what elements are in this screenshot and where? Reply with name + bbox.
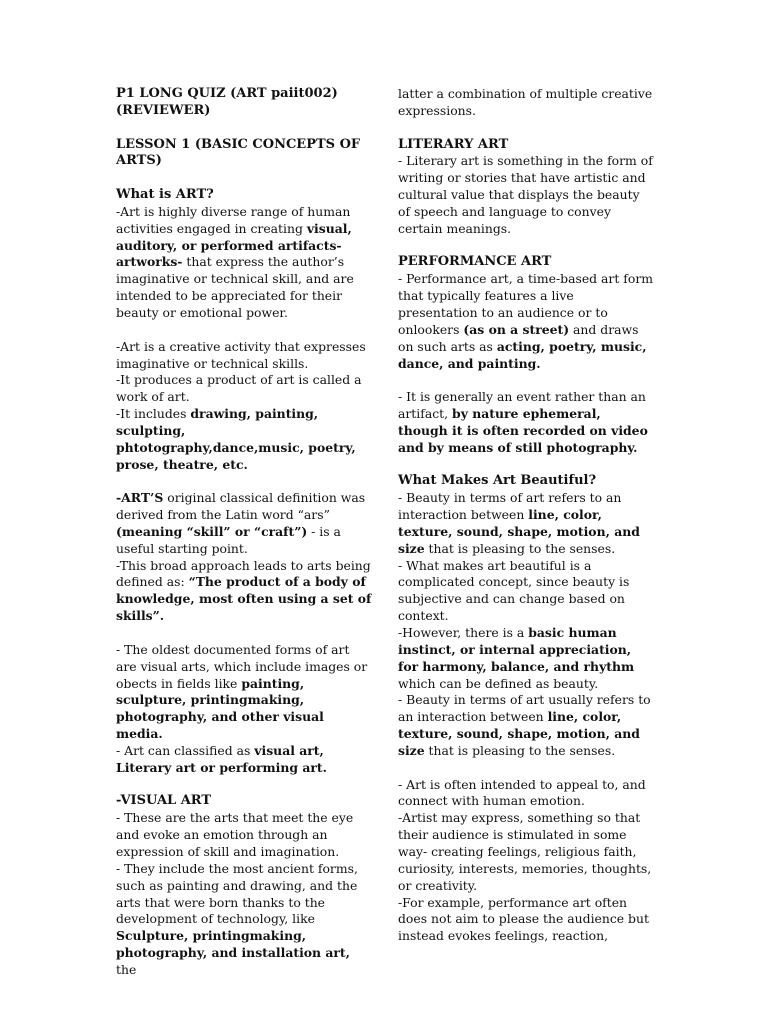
paragraph: -It includes drawing, painting, sculpting, phtotography,dance,music, poetry, prose, theatre, etc. (116, 406, 356, 472)
paragraph: - Literary art is something in the form of writing or stories that have artistic and cultural value that displays the beauty of speech and language to convey certain meanings. (398, 153, 653, 236)
paragraph: - It is generally an event rather than an artifact, by nature ephemeral, though it is often recorded on video and by means of still photography. (398, 389, 648, 455)
paragraph: - Art can classified as visual art, Literary art or performing art. (116, 742, 327, 775)
paragraph: - Beauty in terms of art usually refers to an interaction between line, color, texture, sound, shape, motion, and size that is pleasing to the senses. (398, 692, 651, 758)
left-column (116, 86, 373, 979)
document-title: P1 LONG QUIZ (ART paiit002)(REVIEWER) (116, 86, 338, 118)
paragraph: - The oldest documented forms of art are visual arts, which include images or obects in fields like painting, sculpture, printingmaking, photography, and other visual media. (116, 641, 368, 742)
lesson-heading: LESSON 1 (BASIC CONCEPTS OF ARTS) (116, 136, 361, 169)
visual-art-heading: -VISUAL ART (116, 793, 212, 809)
what-makes-art-beautiful-heading: What Makes Art Beautiful? (398, 473, 597, 489)
paragraph: - Performance art, a time-based art form that typically features a live presentation to an audience or to onlookers (as on a street) and draws on such arts as acting, poetry, music, dance, and painting. (398, 271, 653, 371)
paragraph: - They include the most ancient forms, such as painting and drawing, and the arts that were born thanks to the development of technology, like Sculpture, printingmaking, photography, and installation art, the (116, 860, 358, 977)
paragraph: -However, there is a basic human instinct, or internal appreciation, for harmony, balance, and rhythm which can be defined as beauty. (398, 625, 635, 691)
paragraph: - What makes art beautiful is a complicated concept, since beauty is subjective and can change based on context. (398, 557, 630, 624)
performance-art-heading: PERFORMANCE ART (398, 254, 552, 270)
paragraph: -ART’S original classical definition was derived from the Latin word “ars” (meaning “skill” or “craft”) - is a useful starting point. (116, 490, 366, 556)
paragraph: -Art is a creative activity that expresses imaginative or technical skills. (116, 338, 366, 371)
right-column (398, 86, 654, 945)
paragraph: - These are the arts that meet the eye and evoke an emotion through an expression of skill and imagination. (116, 810, 354, 859)
paragraph: - Art is often intended to appeal to, and connect with human emotion. (398, 776, 646, 809)
what-is-art-heading: What is ART? (116, 187, 214, 203)
paragraph: -This broad approach leads to arts being defined as: “The product of a body of knowledge, most often using a set of skills”. (116, 557, 372, 624)
paragraph: -Artist may express, something so that their audience is stimulated in some way- creating feelings, religious faith, curiosity, interests, memories, thoughts, or creativity. (398, 810, 652, 893)
paragraph: latter a combination of multiple creative expressions. (398, 86, 653, 118)
paragraph: -It produces a product of art is called a work of art. (116, 372, 362, 405)
paragraph: -For example, performance art often does not aim to please the audience but instead evokes feelings, reaction, (398, 894, 649, 944)
paragraph: - Beauty in terms of art refers to an interaction between line, color, texture, sound, shape, motion, and size that is pleasing to the senses. (398, 490, 640, 556)
literary-art-heading: LITERARY ART (398, 136, 509, 152)
paragraph: -Art is highly diverse range of human activities engaged in creating visual, auditory, or performed artifacts-artworks- that express the author’s imaginative or technical skill, and are intended to be appreciated for their beauty or emotional power. (116, 203, 354, 320)
